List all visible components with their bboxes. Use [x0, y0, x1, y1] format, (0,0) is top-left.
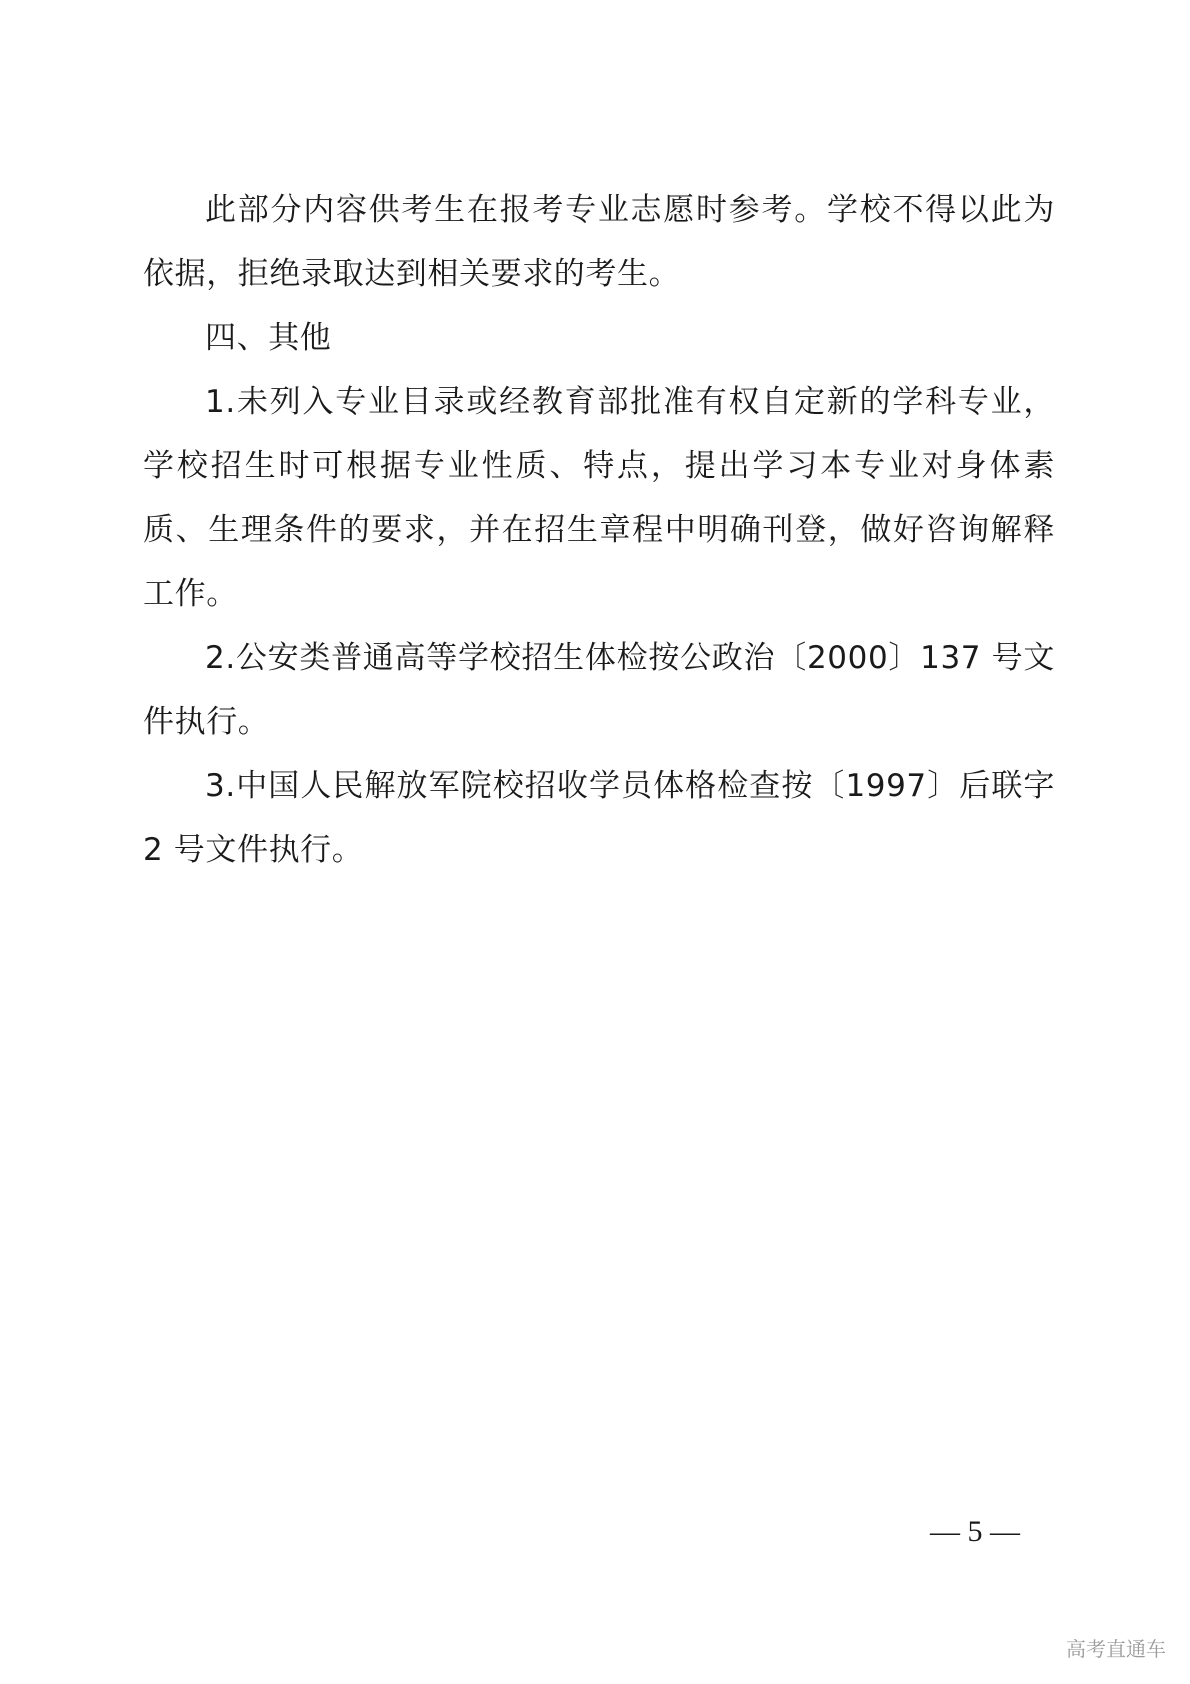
paragraph-item-3: 3.中国人民解放军院校招收学员体格检查按〔1997〕后联字 2 号文件执行。	[143, 768, 1055, 868]
paragraph-item-2: 2.公安类普通高等学校招生体检按公政治〔2000〕137 号文件执行。	[143, 640, 1055, 740]
paragraph-item-1: 1.未列入专业目录或经教育部批准有权自定新的学科专业，学校招生时可根据专业性质、特点，提出学习本专业对身体素质、生理条件的要求，并在招生章程中明确刊登，做好咨询解释工作。	[143, 384, 1055, 612]
watermark-text: 高考直通车	[1066, 1637, 1166, 1661]
paragraph-reference-note: 此部分内容供考生在报考专业志愿时参考。学校不得以此为依据，拒绝录取达到相关要求的考生。	[143, 192, 1055, 292]
section-heading-other: 四、其他	[205, 320, 332, 356]
page-number: — 5 —	[930, 1515, 1020, 1548]
document-body	[143, 178, 1055, 882]
